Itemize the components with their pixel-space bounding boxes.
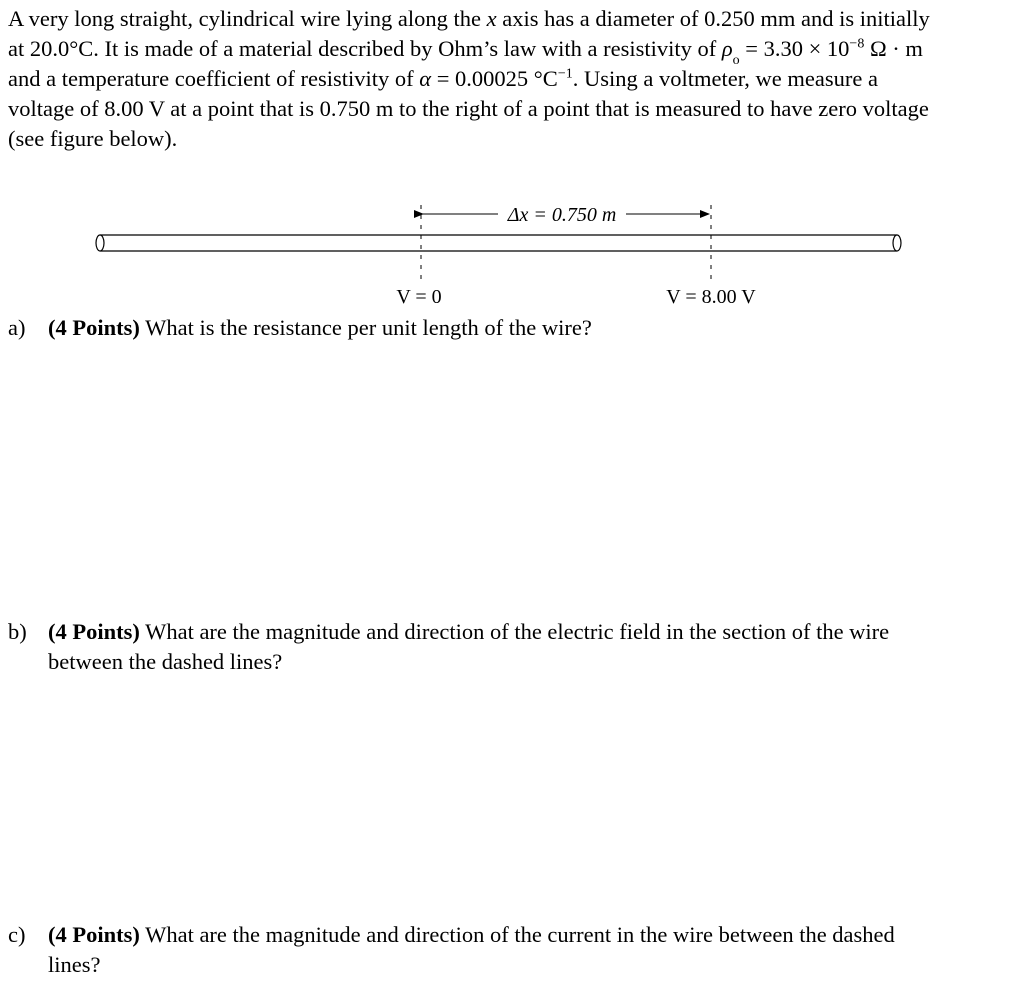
question-letter: c) bbox=[8, 922, 26, 947]
rho-subscript: o bbox=[732, 52, 740, 68]
wire-right-end bbox=[893, 235, 901, 251]
v-right-label: V = 8.00 V bbox=[666, 286, 756, 308]
intro-text: A very long straight, cylindrical wire lying along the bbox=[8, 6, 487, 31]
v-left-label: V = 0 bbox=[396, 286, 442, 308]
question-b bbox=[8, 617, 1008, 677]
question-letter: a) bbox=[8, 315, 26, 340]
question-points: (4 Points) bbox=[48, 922, 140, 947]
intro-text: = 0.00025 °C bbox=[431, 66, 558, 91]
question-a bbox=[8, 313, 1008, 343]
intro-text: and a temperature coefficient of resistivity of bbox=[8, 66, 420, 91]
intro-line-1 bbox=[8, 4, 1018, 34]
question-letter: b) bbox=[8, 619, 27, 644]
intro-line-2 bbox=[8, 34, 1018, 68]
intro-text: at 20.0°C. It is made of a material described by Ohm’s law with a resistivity of bbox=[8, 36, 722, 61]
intro-line-4: voltage of 8.00 V at a point that is 0.750 m to the right of a point that is measured to have zero voltage bbox=[8, 96, 929, 121]
dx-label: Δx = 0.750 m bbox=[507, 204, 617, 226]
question-c bbox=[8, 920, 1008, 980]
question-points: (4 Points) bbox=[48, 619, 140, 644]
intro-line-5: (see figure below). bbox=[8, 126, 178, 151]
question-text-continued: between the dashed lines? bbox=[48, 649, 283, 674]
intro-text: Ω · m bbox=[864, 36, 923, 61]
question-points: (4 Points) bbox=[48, 315, 140, 340]
wire bbox=[96, 235, 901, 251]
wire-figure bbox=[0, 195, 1024, 315]
question-text: What is the resistance per unit length of the wire? bbox=[139, 315, 592, 340]
wire-left-end bbox=[96, 235, 104, 251]
intro-line-3 bbox=[8, 64, 1018, 94]
problem-statement bbox=[8, 4, 1018, 154]
exponent: −8 bbox=[849, 36, 865, 52]
exponent: −1 bbox=[557, 66, 573, 82]
intro-text: axis has a diameter of 0.250 mm and is initially bbox=[496, 6, 930, 31]
var-alpha: α bbox=[419, 66, 432, 91]
question-text: What are the magnitude and direction of the electric field in the section of the wire bbox=[139, 619, 890, 644]
question-text: What are the magnitude and direction of the current in the wire between the dashed bbox=[139, 922, 895, 947]
question-text-continued: lines? bbox=[48, 952, 101, 977]
intro-text: . Using a voltmeter, we measure a bbox=[572, 66, 878, 91]
intro-text: = 3.30 × 10 bbox=[739, 36, 850, 61]
var-x: x bbox=[486, 6, 497, 31]
var-rho: ρ bbox=[721, 36, 733, 61]
